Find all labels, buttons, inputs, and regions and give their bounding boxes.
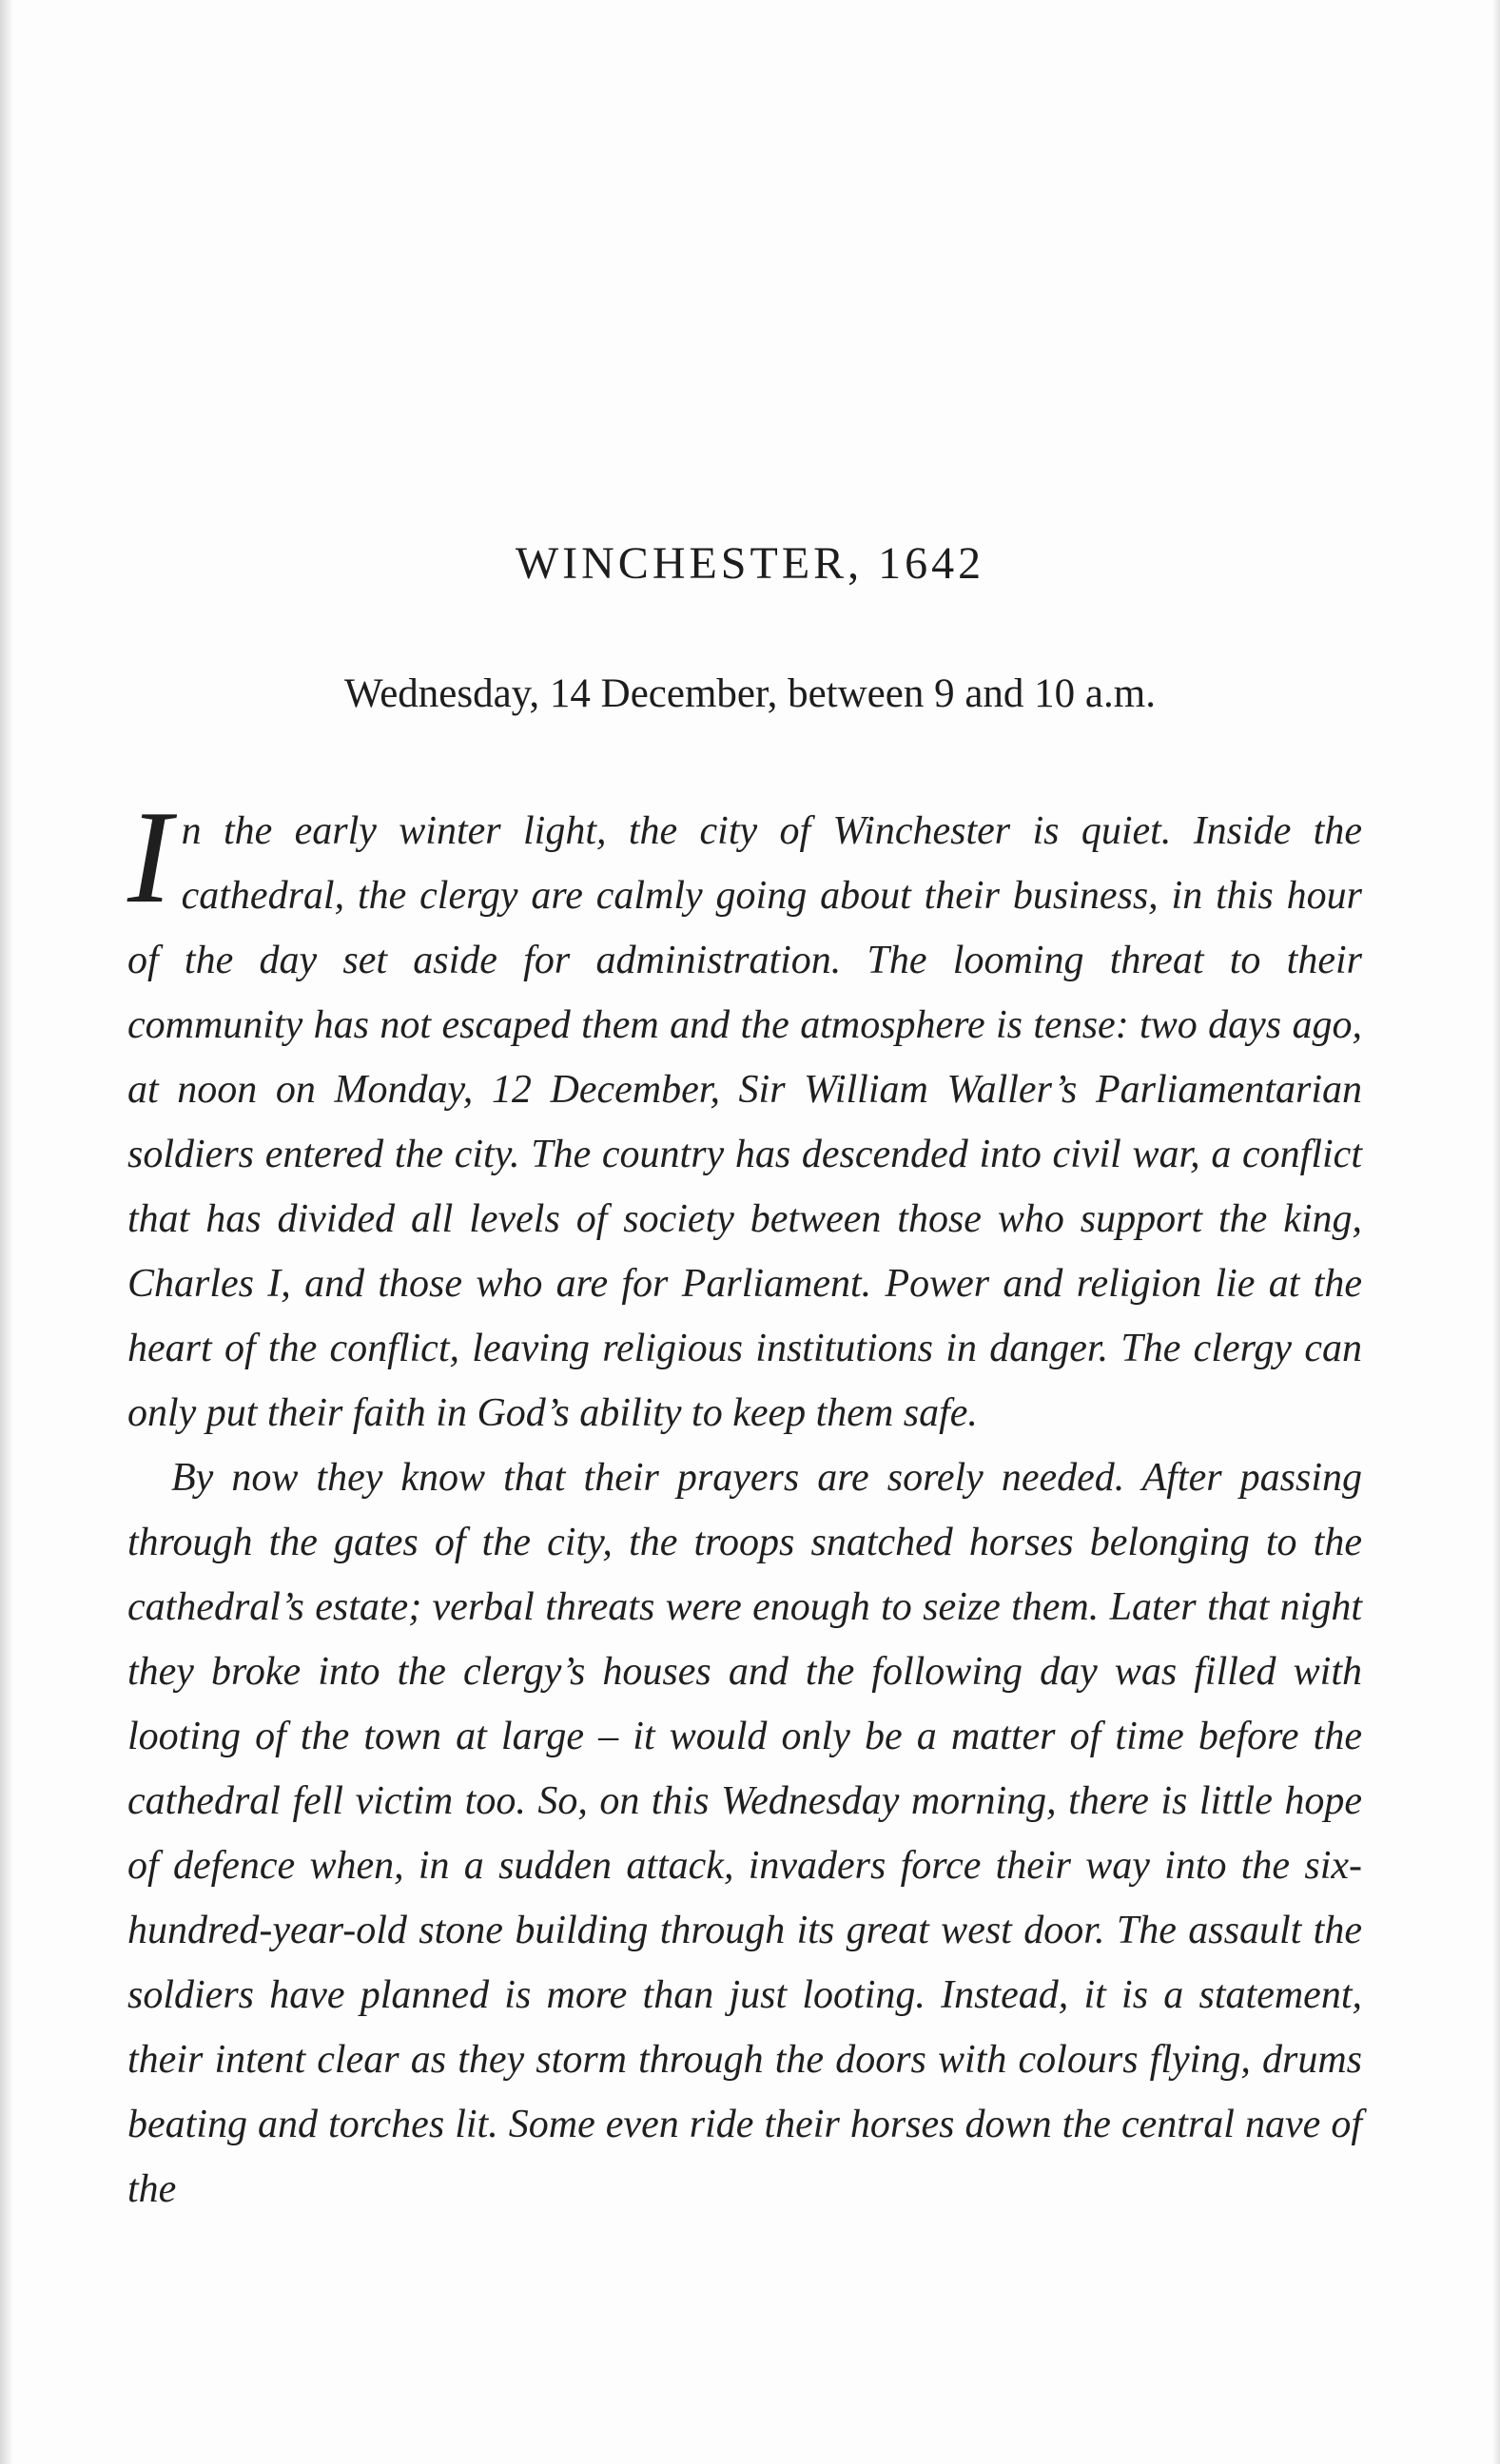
body-text	[127, 784, 1362, 2221]
paragraph-2: By now they know that their prayers are sorely needed. After passing through the gates of the city, the troops snatched horses belonging to the cathedral’s estate; verbal threats were enough to seize them. Later that night they broke into the clergy’s houses and the following day was filled with looting of the town at large – it would only be a matter of time before the cathedral fell victim too. So, on this Wednesday morning, there is little hope of defence when, in a sudden attack, invaders force their way into the six-hundred-year-old stone building through its great west door. The assault the soldiers have planned is more than just looting. Instead, it is a statement, their intent clear as they storm through the doors with colours flying, drums beating and torches lit. Some even ride their horses down the central nave of the	[127, 1456, 1362, 2211]
page-gutter-shadow	[0, 0, 13, 2464]
paragraph-1-text: n the early winter light, the city of Winchester is quiet. Inside the cathedral, the clergy are calmly going about their business, in this hour of the day set aside for administration. The looming threat to their community has not escaped them and the atmosphere is tense: two days ago, at noon on Monday, 12 December, Sir William Waller’s Parliamentarian soldiers entered the city. The country has descended into civil war, a conflict that has divided all levels of society between those who support the king, Charles I, and those who are for Parliament. Power and religion lie at the heart of the conflict, leaving religious institutions in danger. The clergy can only put their faith in God’s ability to keep them safe.	[127, 809, 1362, 1435]
chapter-title: WINCHESTER, 1642	[515, 538, 985, 589]
chapter-subtitle: Wednesday, 14 December, between 9 and 10 a.m.	[344, 671, 1156, 716]
page-edge-shadow	[1492, 0, 1500, 2464]
paragraph-1	[127, 784, 1362, 1445]
drop-cap: I	[127, 784, 172, 931]
